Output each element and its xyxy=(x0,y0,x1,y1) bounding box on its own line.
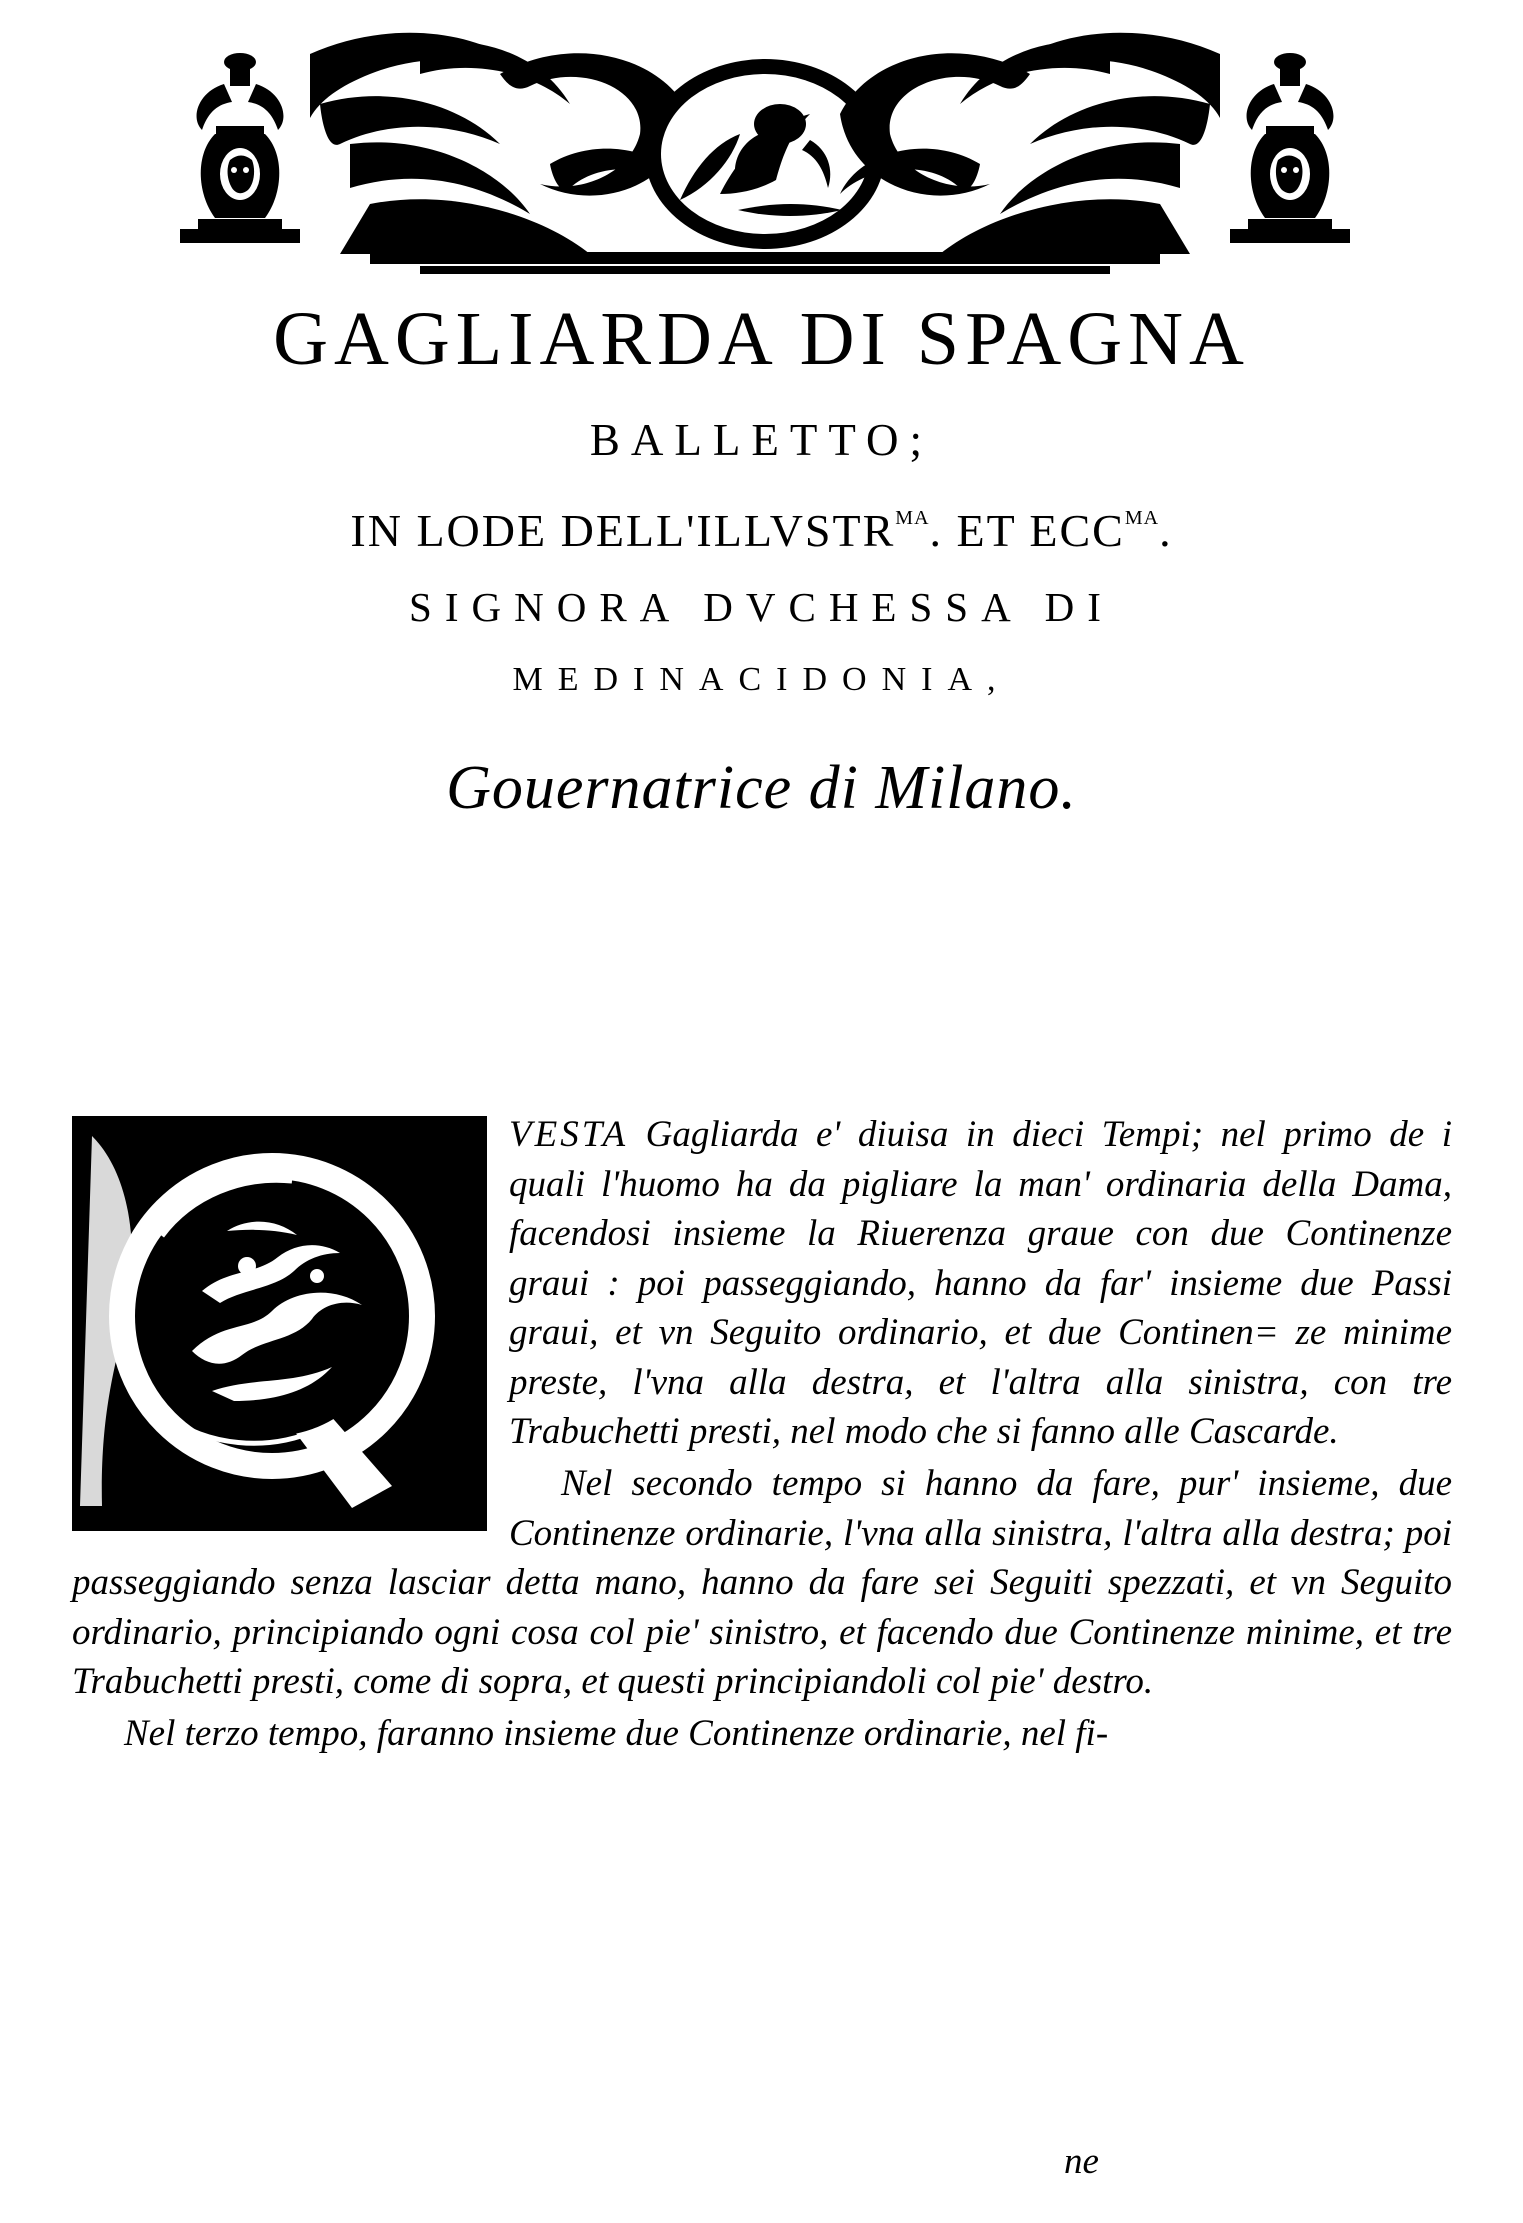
paragraph-one-text: Gagliarda e' diuisa in dieci Tempi; nel primo de i quali l'huomo ha da pigliare la man' ordinaria della Dama, facendosi insieme la Riuerenza graue con due Continenze graui : poi passeggiando, hanno da far' insieme due Passi graui, et vn Seguito ordinario, et due Continen= ze minime preste, l'vna alla destra, et l'altra alla sinistra, con tre Trabuchetti presti, nel modo che si fanno alle Cascarde. xyxy=(509,1114,1452,1453)
paragraph-two: Nel secondo tempo si hanno da fare, pur' insieme, due Continenze ordinarie, l'vna alla sinistra, l'altra alla destra; poi passeggiando senza lasciar detta mano, hanno da fare sei Seguiti spezzati, et vn Seguito ordinario, principiando ogni cosa col pie' sinistro, et facendo due Continenze minime, et tre Trabuchetti presti, come di sopra, et questi principiandoli col pie' destro. xyxy=(72,1463,1452,1703)
title-block xyxy=(0,297,1523,824)
dedication-line xyxy=(0,504,1523,557)
catchword: ne xyxy=(1064,2141,1099,2182)
woodcut-headpiece-ornament-icon xyxy=(120,14,1410,284)
dedication-superscript-1: MA xyxy=(895,506,930,529)
dedication-superscript-2: MA xyxy=(1124,506,1160,529)
dedication-part-3: . xyxy=(1159,504,1173,556)
paragraph-three: Nel terzo tempo, faranno insieme due Continenze ordinarie, nel fi- xyxy=(124,1712,1109,1754)
page-title: GAGLIARDA DI SPAGNA xyxy=(273,297,1250,381)
body-text-area xyxy=(72,1110,1452,1759)
subtitle-balletto: BALLETTO; xyxy=(589,414,934,465)
dedication-role-line: Gouernatrice di Milano. xyxy=(446,753,1077,822)
catchword-area xyxy=(0,2140,1523,2183)
decorated-initial-q-icon xyxy=(72,1116,487,1531)
dedication-signora-line: SIGNORA DVCHESSA DI xyxy=(409,583,1114,630)
dedication-place-line: MEDINACIDONIA, xyxy=(512,660,1011,698)
dedication-part-1: IN LODE DELL'ILLVSTR xyxy=(350,504,896,556)
dedication-part-2: . ET ECC xyxy=(929,504,1125,556)
paragraph-one-lead: VESTA xyxy=(509,1114,629,1155)
